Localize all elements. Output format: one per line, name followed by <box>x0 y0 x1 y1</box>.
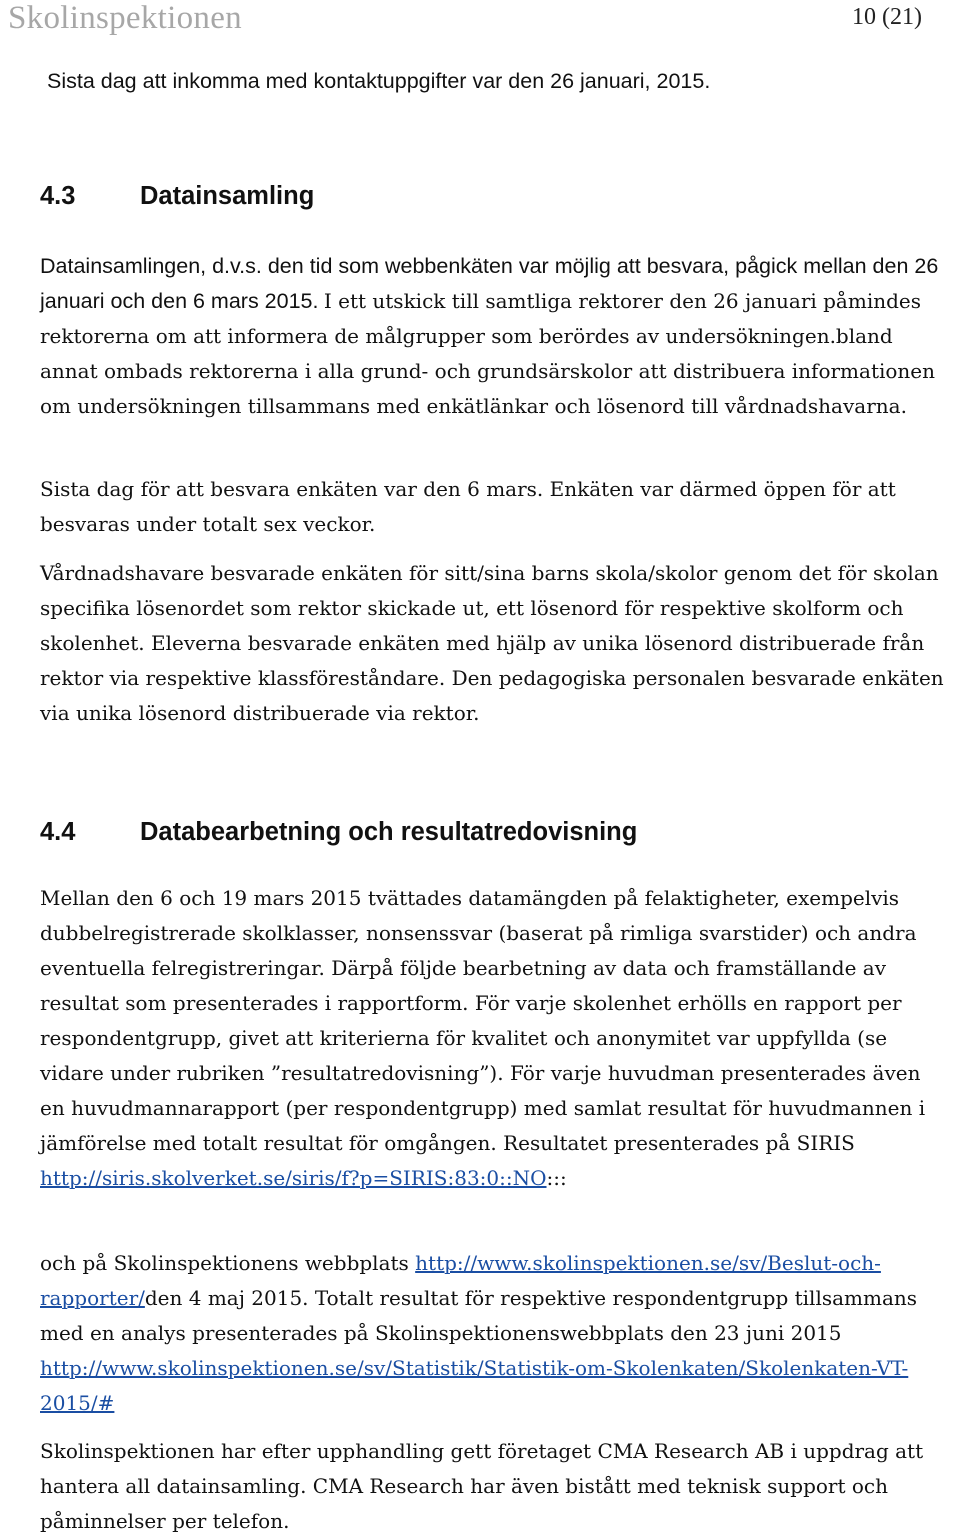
datainsamling-paragraph-1-sans: Datainsamlingen, d.v.s. den tid som webbenkäten var möjlig att besvara, pågick mellan den 26 januari och den 6 mars 2015. <box>40 254 939 313</box>
section-heading-4-3 <box>40 182 314 211</box>
statistik-link[interactable]: http://www.skolinspektionen.se/sv/Statistik/Statistik-om-Skolenkaten/Skolenkaten-VT-2015/# <box>40 1356 909 1415</box>
intro-paragraph: Sista dag att inkomma med kontaktuppgifter var den 26 januari, 2015. <box>47 69 711 93</box>
page-number: 10 (21) <box>852 4 922 30</box>
datainsamling-paragraph-1 <box>40 249 945 424</box>
databearbetning-paragraph-1-text: Mellan den 6 och 19 mars 2015 tvättades datamängden på felaktigheter, exempelvis dubbelregistrerade skolklasser, nonsenssvar (baserat på rimliga svarstider) och andra eventuella felregistreringar. Därpå följde bearbetning av data och framställande av resultat som presenterades i rapportform. För varje skolenhet erhölls en rapport per respondentgrupp, givet att kriterierna för kvalitet och anonymitet var uppfyllda (se vidare under rubriken ”resultatredovisning”). För varje huvudman presenterades även en huvudmannarapport (per respondentgrupp) med samlat resultat för huvudmannen i jämförelse med totalt resultat för omgången. Resultatet presenterades på SIRIS <box>40 886 926 1155</box>
databearbetning-paragraph-3: Skolinspektionen har efter upphandling gett företaget CMA Research AB i uppdrag att hantera all datainsamling. CMA Research har även bistått med teknisk support och påminnelser per telefon. <box>40 1439 924 1533</box>
section-heading-4-4 <box>40 818 637 847</box>
section-number: 4.3 <box>40 182 76 210</box>
header-organization: Skolinspektionen <box>8 0 242 36</box>
siris-link[interactable]: http://siris.skolverket.se/siris/f?p=SIRIS:83:0::NO <box>40 1166 547 1190</box>
databearbetning-paragraph-1 <box>40 881 940 1196</box>
datainsamling-paragraph-3: Vårdnadshavare besvarade enkäten för sitt/sina barns skola/skolor genom det för skolan specifika lösenordet som rektor skickade ut, ett lösenord för respektive skolform och skolenhet. Eleverna besvarade enkäten med hjälp av unika lösenord distribuerade från rektor via respektive klassföreståndare. Den pedagogiska personalen besvarade enkäten via unika lösenord distribuerade via rektor. <box>40 561 944 725</box>
beslut-rapporter-link[interactable]: http://www.skolinspektionen.se/sv/Beslut-och-rapporter/ <box>40 1251 881 1310</box>
databearbetning-paragraph-2-mid: den 4 maj 2015. Totalt resultat för respektive respondentgrupp tillsammans med en analys presenterades på Skolinspektionenswebbplats den 23 juni 2015 <box>40 1286 918 1345</box>
databearbetning-paragraph-2 <box>40 1246 955 1421</box>
datainsamling-paragraph-2: Sista dag för att besvara enkäten var den 6 mars. Enkäten var därmed öppen för att besvaras under totalt sex veckor. <box>40 477 896 536</box>
section-title: Datainsamling <box>140 182 315 210</box>
databearbetning-paragraph-2-pre: och på Skolinspektionens webbplats <box>40 1251 416 1275</box>
databearbetning-paragraph-1-tail: ::: <box>546 1166 567 1190</box>
datainsamling-paragraph-1-serif: I ett utskick till samtliga rektorer den 26 januari påmindes rektorerna om att informera de målgrupper som berördes av undersökningen.bland annat ombads rektorerna i alla grund- och grundsärskolor att distribuera informationen om undersökningen tillsammans med enkätlänkar och lösenord till vårdnadshavarna. <box>40 289 936 418</box>
section-number: 4.4 <box>40 818 76 846</box>
section-title: Databearbetning och resultatredovisning <box>140 818 638 846</box>
